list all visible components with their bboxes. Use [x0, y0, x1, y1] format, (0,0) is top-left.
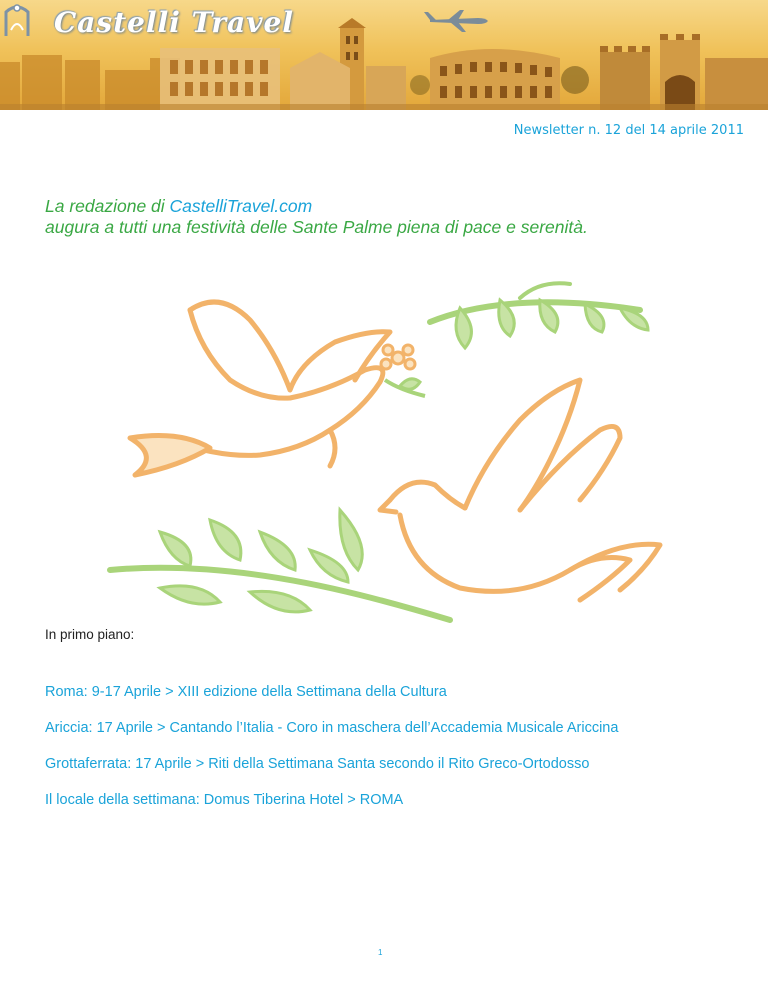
castelli-logo-icon: [0, 0, 34, 40]
highlight-link-roma[interactable]: Roma: 9-17 Aprile > XIII edizione della Settimana della Cultura: [45, 684, 447, 700]
greeting-line-2: augura a tutti una festività delle Sante Palme piena di pace e serenità.: [45, 217, 588, 237]
highlight-link-ariccia[interactable]: Ariccia: 17 Aprile > Cantando l’Italia - Coro in maschera dell’Accademia Musicale Ariccina: [45, 720, 619, 736]
greeting-line-1: [45, 196, 588, 217]
header-banner: [0, 0, 768, 110]
highlights-heading: In primo piano:: [45, 627, 135, 642]
dove-upper-icon: [130, 302, 390, 475]
page-number: 1: [378, 948, 383, 957]
olive-branch-bottom-icon: [110, 510, 450, 620]
newsletter-issue-label: Newsletter n. 12 del 14 aprile 2011: [513, 123, 744, 138]
greeting-prefix: La redazione di: [45, 196, 170, 216]
dove-lower-icon: [380, 380, 660, 600]
website-link[interactable]: CastelliTravel.com: [169, 196, 313, 216]
highlight-link-grottaferrata[interactable]: Grottaferrata: 17 Aprile > Riti della Settimana Santa secondo il Rito Greco-Ortodosso: [45, 756, 590, 772]
highlights-list: [45, 684, 618, 828]
flower-icon: [381, 345, 425, 396]
doves-with-olive-branches-icon: [100, 270, 670, 630]
olive-branch-top-icon: [430, 283, 648, 348]
brand-title[interactable]: Castelli Travel: [54, 6, 295, 39]
greeting-message: [45, 196, 588, 238]
airplane-icon: [424, 10, 488, 32]
highlight-link-locale[interactable]: Il locale della settimana: Domus Tiberina Hotel > ROMA: [45, 792, 404, 808]
